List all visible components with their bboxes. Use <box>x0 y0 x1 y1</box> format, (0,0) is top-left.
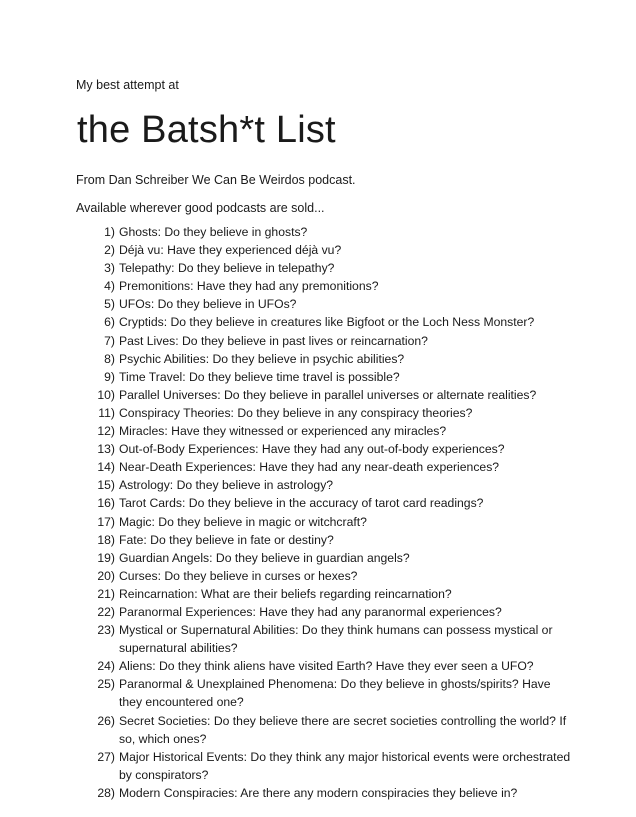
list-item <box>94 440 574 458</box>
list-item <box>94 350 574 368</box>
list-item-number: 22) <box>97 604 115 619</box>
list-item <box>94 476 574 494</box>
list-item-text: Telepathy: Do they believe in telepathy? <box>119 261 335 276</box>
list-item-text: Near-Death Experiences: Have they had any near-death experiences? <box>119 460 500 475</box>
list-item-number: 7) <box>104 333 115 348</box>
list-item-text: Psychic Abilities: Do they believe in psychic abilities? <box>119 351 405 366</box>
list-item-text: Fate: Do they believe in fate or destiny? <box>119 532 334 547</box>
list-item-number: 5) <box>104 297 115 312</box>
list-item <box>94 223 574 241</box>
list-item-number: 16) <box>97 496 115 511</box>
list-item-text: Premonitions: Have they had any premonitions? <box>119 279 379 294</box>
list-item <box>94 295 574 313</box>
list-item-number: 27) <box>97 749 115 764</box>
list-item-number: 11) <box>98 405 115 420</box>
list-item <box>94 241 574 259</box>
list-item-text: Paranormal & Unexplained Phenomena: Do they believe in ghosts/spirits? Have they encountered one? <box>119 677 551 710</box>
list-item-text: Major Historical Events: Do they think any major historical events were orchestrated by conspirators? <box>119 749 571 782</box>
list-item-text: Reincarnation: What are their beliefs regarding reincarnation? <box>119 586 452 601</box>
list-item <box>94 259 574 277</box>
list-item-text: Guardian Angels: Do they believe in guardian angels? <box>119 550 410 565</box>
list-item <box>94 531 574 549</box>
list-item-text: Miracles: Have they witnessed or experienced any miracles? <box>119 424 447 439</box>
list-item <box>94 332 574 350</box>
list-item <box>94 603 574 621</box>
list-item-number: 13) <box>97 442 115 457</box>
list-item-number: 21) <box>97 586 115 601</box>
question-list <box>94 223 574 802</box>
list-item-number: 17) <box>97 514 115 529</box>
list-item-number: 10) <box>97 387 115 402</box>
list-item-text: UFOs: Do they believe in UFOs? <box>119 297 297 312</box>
list-item-number: 2) <box>104 243 115 258</box>
list-item <box>94 277 574 295</box>
list-item-number: 4) <box>104 279 115 294</box>
list-item-number: 26) <box>97 713 115 728</box>
list-item <box>94 313 574 331</box>
list-item-text: Aliens: Do they think aliens have visited Earth? Have they ever seen a UFO? <box>119 659 534 674</box>
list-item-text: Curses: Do they believe in curses or hexes? <box>119 568 358 583</box>
list-item-number: 9) <box>104 369 115 384</box>
list-item <box>94 494 574 512</box>
list-item <box>94 621 574 657</box>
list-item <box>94 748 574 784</box>
list-item-number: 15) <box>97 478 115 493</box>
list-item-text: Paranormal Experiences: Have they had any paranormal experiences? <box>119 604 502 619</box>
list-item <box>94 404 574 422</box>
list-item <box>94 422 574 440</box>
list-item-number: 12) <box>97 424 115 439</box>
list-item-text: Secret Societies: Do they believe there are secret societies controlling the world? If so, which ones? <box>119 713 567 746</box>
list-item-text: Conspiracy Theories: Do they believe in any conspiracy theories? <box>119 405 473 420</box>
list-item-number: 28) <box>97 785 115 800</box>
list-item-number: 20) <box>97 568 115 583</box>
list-item <box>94 567 574 585</box>
list-item-text: Mystical or Supernatural Abilities: Do they think humans can possess mystical or supernatural abilities? <box>119 623 553 656</box>
list-item-number: 19) <box>97 550 115 565</box>
list-item-text: Time Travel: Do they believe time travel is possible? <box>119 369 400 384</box>
list-item-number: 14) <box>97 460 115 475</box>
list-item <box>94 549 574 567</box>
list-item-text: Modern Conspiracies: Are there any modern conspiracies they believe in? <box>119 785 518 800</box>
list-item <box>94 368 574 386</box>
page-title: the Batsh*t List <box>77 109 336 151</box>
list-item-number: 3) <box>104 261 115 276</box>
list-item-text: Parallel Universes: Do they believe in parallel universes or alternate realities? <box>119 387 537 402</box>
list-item-number: 18) <box>97 532 115 547</box>
list-item-text: Out-of-Body Experiences: Have they had any out-of-body experiences? <box>119 442 505 457</box>
list-item-number: 6) <box>104 315 115 330</box>
list-item <box>94 386 574 404</box>
list-item-number: 1) <box>104 225 115 239</box>
list-item <box>94 675 574 711</box>
list-item-number: 24) <box>97 659 115 674</box>
list-item-text: Astrology: Do they believe in astrology? <box>119 478 334 493</box>
list-item-number: 8) <box>104 351 115 366</box>
list-item-number: 23) <box>97 623 115 638</box>
list-item <box>94 585 574 603</box>
intro-text: My best attempt at <box>76 78 179 92</box>
list-item-text: Déjà vu: Have they experienced déjà vu? <box>119 243 342 258</box>
list-item-text: Past Lives: Do they believe in past lives or reincarnation? <box>119 333 428 348</box>
list-item-text: Tarot Cards: Do they believe in the accuracy of tarot card readings? <box>119 496 484 511</box>
list-item <box>94 657 574 675</box>
list-item-number: 25) <box>97 677 115 692</box>
list-item-text: Cryptids: Do they believe in creatures like Bigfoot or the Loch Ness Monster? <box>119 315 535 330</box>
list-item <box>94 712 574 748</box>
list-item <box>94 784 574 802</box>
source-line: From Dan Schreiber We Can Be Weirdos podcast. <box>76 173 356 187</box>
list-item-text: Magic: Do they believe in magic or witchcraft? <box>119 514 367 529</box>
list-item-text: Ghosts: Do they believe in ghosts? <box>119 225 308 239</box>
list-item <box>94 513 574 531</box>
availability-line: Available wherever good podcasts are sold... <box>76 201 325 215</box>
list-item <box>94 458 574 476</box>
